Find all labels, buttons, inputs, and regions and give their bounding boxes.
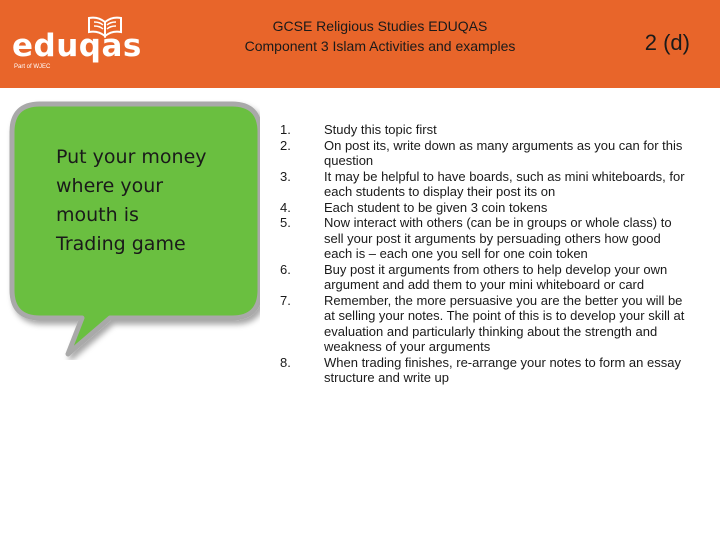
bubble-line: Trading game bbox=[56, 233, 186, 255]
list-item bbox=[280, 355, 690, 386]
list-item bbox=[280, 262, 690, 293]
bubble-line: mouth is bbox=[56, 204, 139, 226]
list-item bbox=[280, 293, 690, 355]
list-item bbox=[280, 122, 690, 138]
bubble-line: where your bbox=[56, 175, 164, 197]
steps-list bbox=[280, 122, 690, 386]
list-item bbox=[280, 200, 690, 216]
list-item bbox=[280, 138, 690, 169]
bubble-line: Put your money bbox=[56, 146, 207, 168]
step-number: 3. bbox=[280, 168, 291, 184]
slide-number: 2 (d) bbox=[644, 30, 690, 55]
step-number: 4. bbox=[280, 199, 291, 215]
list-item bbox=[280, 215, 690, 262]
step-number: 8. bbox=[280, 354, 291, 370]
step-text: It may be helpful to have boards, such as mini whiteboards, for each students to display their post its on bbox=[324, 168, 685, 199]
step-text: Each student to be given 3 coin tokens bbox=[324, 199, 548, 215]
step-number: 2. bbox=[280, 137, 291, 153]
step-number: 7. bbox=[280, 292, 291, 308]
step-text: When trading finishes, re-arrange your notes to form an essay structure and write up bbox=[324, 354, 681, 385]
step-text: Study this topic first bbox=[324, 122, 437, 137]
title-line-2: Component 3 Islam Activities and examples bbox=[244, 38, 516, 54]
bubble-text bbox=[56, 143, 236, 259]
step-text: Now interact with others (can be in groups or whole class) to sell your post it arguments by persuading others how good each is – each one you sell for one coin token bbox=[324, 215, 672, 261]
step-text: On post its, write down as many arguments as you can for this question bbox=[324, 137, 683, 168]
logo-text: eduqas bbox=[12, 28, 142, 64]
step-number: 6. bbox=[280, 261, 291, 277]
logo-subtext: Part of WJEC bbox=[14, 64, 51, 70]
list-item bbox=[280, 169, 690, 200]
step-text: Remember, the more persuasive you are the better you will be at selling your notes. The point of this is to develop your skill at evaluation and particularly thinking about the strength and weakness of your arguments bbox=[324, 292, 685, 354]
step-number: 1. bbox=[280, 122, 291, 137]
title-line-1: GCSE Religious Studies EDUQAS bbox=[272, 18, 488, 34]
step-number: 5. bbox=[280, 215, 291, 230]
step-text: Buy post it arguments from others to help develop your own argument and add them to your mini whiteboard or card bbox=[324, 261, 668, 292]
